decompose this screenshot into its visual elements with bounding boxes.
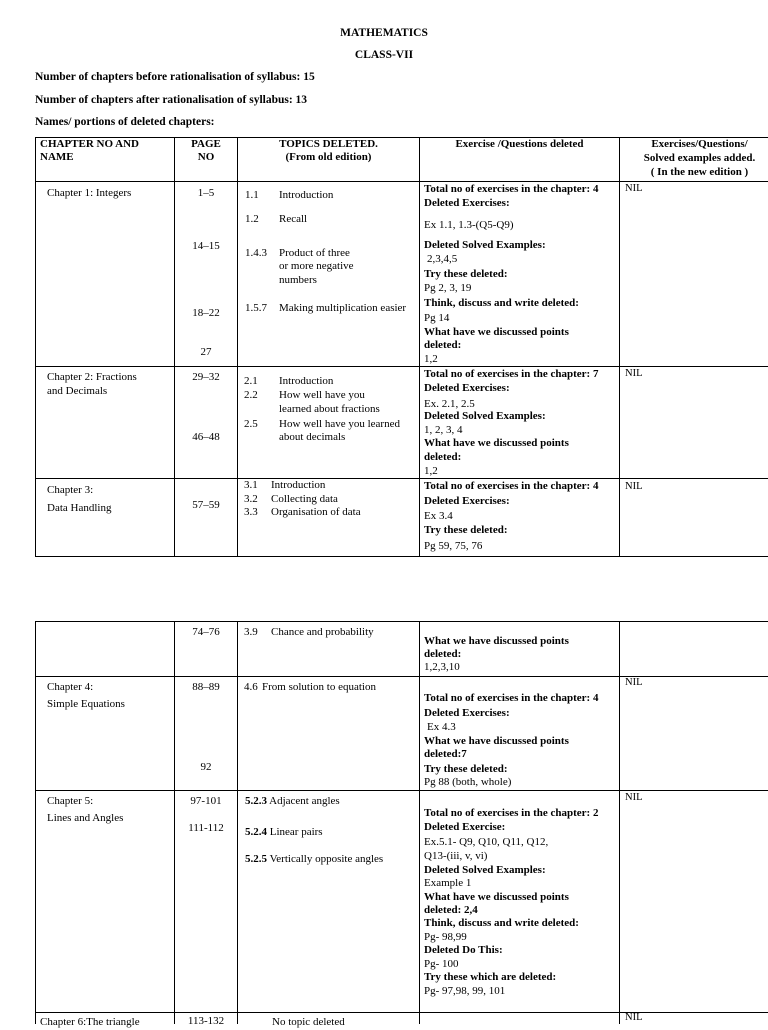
col-added-header-2: Solved examples added. [643, 152, 756, 164]
topic-title: Chance and probability [271, 626, 374, 638]
subject-title: MATHEMATICS [340, 27, 428, 39]
exercise-detail: Pg 88 (both, whole) [424, 776, 512, 788]
added-value: NIL [625, 183, 643, 194]
topic-number: 1.1 [245, 189, 259, 201]
exercise-detail: Deleted Solved Examples: [424, 864, 546, 876]
page-range: 46–48 [192, 431, 220, 443]
chapter-name: and Decimals [47, 385, 108, 397]
exercise-detail: deleted: 2,4 [424, 904, 478, 916]
exercise-detail: Deleted Exercise: [424, 821, 506, 833]
topic-number: 3.1 [244, 479, 258, 491]
topic-title: Linear pairs [269, 826, 323, 838]
col-added-header: Exercises/Questions/ [651, 138, 748, 150]
topic-title: Introduction [271, 479, 326, 491]
topic-title: Vertically opposite angles [269, 853, 384, 865]
exercise-detail: Try these deleted: [424, 763, 508, 775]
exercise-detail: Pg- 100 [424, 958, 459, 970]
exercise-detail: Pg 2, 3, 19 [424, 282, 472, 294]
exercise-detail: Pg- 98,99 [424, 931, 467, 943]
topic-title: Organisation of data [271, 506, 361, 518]
col-page-header: PAGE [191, 138, 221, 150]
exercise-detail: deleted:7 [424, 748, 467, 760]
page-range: 92 [200, 761, 212, 773]
exercise-detail: Think, discuss and write deleted: [424, 917, 579, 929]
topic-number: 2.5 [244, 418, 258, 430]
added-value: NIL [625, 792, 643, 803]
exercise-detail: Pg- 97,98, 99, 101 [424, 985, 506, 997]
deleted-portions-heading: Names/ portions of deleted chapters: [35, 116, 215, 128]
page-range: 1–5 [197, 187, 215, 199]
topic-title: learned about fractions [279, 403, 380, 415]
exercise-detail: Try these deleted: [424, 268, 508, 280]
topic-number: 4.6 [244, 681, 258, 693]
col-topics-header-2: (From old edition) [285, 151, 372, 163]
topic-number: 3.3 [244, 506, 258, 518]
exercise-detail: Deleted Exercises: [424, 382, 510, 394]
topic-title: Introduction [279, 375, 334, 387]
page-range: 111-112 [188, 822, 224, 834]
topic-title: Making multiplication easier [279, 302, 407, 314]
exercise-detail: Deleted Solved Examples: [424, 410, 546, 422]
topic-title: numbers [279, 274, 317, 286]
chapter-name: Lines and Angles [47, 812, 124, 824]
exercise-detail: What we have discussed points [424, 735, 569, 747]
topic-title: No topic deleted [272, 1016, 345, 1028]
exercise-detail: 1, 2, 3, 4 [424, 424, 463, 436]
exercise-detail: Ex.5.1- Q9, Q10, Q11, Q12, [424, 836, 549, 848]
exercise-detail: Total no of exercises in the chapter: 2 [424, 807, 599, 819]
exercise-detail: Try these which are deleted: [424, 971, 557, 983]
chapter-name: Chapter 1: Integers [47, 187, 132, 199]
chapter-name: Chapter 3: [47, 484, 94, 496]
col-topics-header: TOPICS DELETED. [279, 138, 378, 150]
exercise-detail: 1,2 [424, 465, 438, 477]
topic-number: 3.9 [244, 626, 258, 638]
topic-number: 1.2 [245, 213, 259, 225]
exercise-detail: Ex 4.3 [427, 721, 456, 733]
exercise-detail: Ex 3.4 [424, 510, 453, 522]
added-value: NIL [625, 481, 643, 492]
exercise-detail: 1,2 [424, 353, 438, 365]
exercise-detail: Q13-(iii, v, vi) [424, 850, 488, 862]
exercise-detail: Total no of exercises in the chapter: 4 [424, 183, 599, 195]
page-range: 14–15 [192, 240, 220, 252]
exercise-detail: Deleted Exercises: [424, 197, 510, 209]
exercise-detail: What we have discussed points [424, 635, 569, 647]
chapter-name: Chapter 5: [47, 795, 94, 807]
page-range: 88–89 [192, 681, 220, 693]
page-range: 74–76 [192, 626, 220, 638]
exercise-detail: Think, discuss and write deleted: [424, 297, 579, 309]
topic-number: 1.4.3 [245, 247, 267, 259]
exercise-detail: Pg 59, 75, 76 [424, 540, 483, 552]
page-range: 29–32 [192, 371, 220, 383]
topic-number: 5.2.5 [245, 853, 267, 865]
topic-title: Product of three [279, 247, 350, 259]
col-exercises-header: Exercise /Questions deleted [455, 138, 584, 150]
chapter-name: Data Handling [47, 502, 112, 514]
added-value: NIL [625, 1012, 643, 1023]
topic-title: or more negative [279, 260, 354, 272]
chapters-after: Number of chapters after rationalisation of syllabus: 13 [35, 94, 308, 106]
topic-title: Introduction [279, 189, 334, 201]
exercise-detail: Deleted Do This: [424, 944, 503, 956]
chapter-name: Chapter 4: [47, 681, 94, 693]
chapter-name: Chapter 6:The triangle [40, 1016, 140, 1028]
col-chapter-header: CHAPTER NO AND [40, 138, 140, 150]
page-range: 27 [200, 346, 212, 358]
exercise-detail: Deleted Solved Examples: [424, 239, 546, 251]
col-added-header-3: ( In the new edition ) [650, 166, 749, 178]
exercise-detail: Example 1 [424, 877, 472, 889]
exercise-detail: Ex. 2.1, 2.5 [424, 398, 475, 410]
exercise-detail: Total no of exercises in the chapter: 7 [424, 368, 599, 380]
page-range: 97-101 [190, 795, 222, 807]
topic-title: Collecting data [271, 493, 338, 505]
topic-number: 5.2.3 [245, 795, 267, 807]
added-value: NIL [625, 677, 643, 688]
exercise-detail: Total no of exercises in the chapter: 4 [424, 480, 599, 492]
topic-title: How well have you learned [279, 418, 400, 430]
topic-title: From solution to equation [262, 681, 376, 693]
topic-title: about decimals [279, 431, 346, 443]
exercise-detail: What have we discussed points [424, 891, 569, 903]
topic-number: 2.2 [244, 389, 258, 401]
topic-number: 3.2 [244, 493, 258, 505]
chapter-name: Simple Equations [47, 698, 125, 710]
exercise-detail: deleted: [424, 339, 462, 351]
exercise-detail: deleted: [424, 451, 462, 463]
exercise-detail: What have we discussed points [424, 437, 569, 449]
exercise-detail: deleted: [424, 648, 462, 660]
topic-title: Recall [279, 213, 308, 225]
page-range: 113-132 [187, 1015, 225, 1027]
topic-number: 2.1 [244, 375, 258, 387]
exercise-detail: Deleted Exercises: [424, 495, 510, 507]
exercise-detail: Try these deleted: [424, 524, 508, 536]
topic-title: How well have you [279, 389, 365, 401]
exercise-detail: Pg 14 [424, 312, 450, 324]
exercise-detail: 2,3,4,5 [427, 253, 458, 265]
class-title: CLASS-VII [354, 49, 414, 61]
page-range: 57–59 [192, 499, 220, 511]
col-page-header-2: NO [197, 151, 215, 163]
col-chapter-header-2: NAME [40, 151, 74, 163]
exercise-detail: 1,2,3,10 [424, 661, 460, 673]
topic-title: Adjacent angles [269, 795, 340, 807]
added-value: NIL [625, 368, 643, 379]
exercise-detail: What have we discussed points [424, 326, 569, 338]
exercise-detail: Deleted Exercises: [424, 707, 510, 719]
page-range: 18–22 [192, 307, 220, 319]
topic-number: 1.5.7 [245, 302, 267, 314]
exercise-detail: Total no of exercises in the chapter: 4 [424, 692, 599, 704]
chapter-name: Chapter 2: Fractions [47, 371, 137, 383]
topic-number: 5.2.4 [245, 826, 267, 838]
chapters-before: Number of chapters before rationalisation of syllabus: 15 [35, 71, 315, 83]
exercise-detail: Ex 1.1, 1.3-(Q5-Q9) [424, 219, 514, 231]
